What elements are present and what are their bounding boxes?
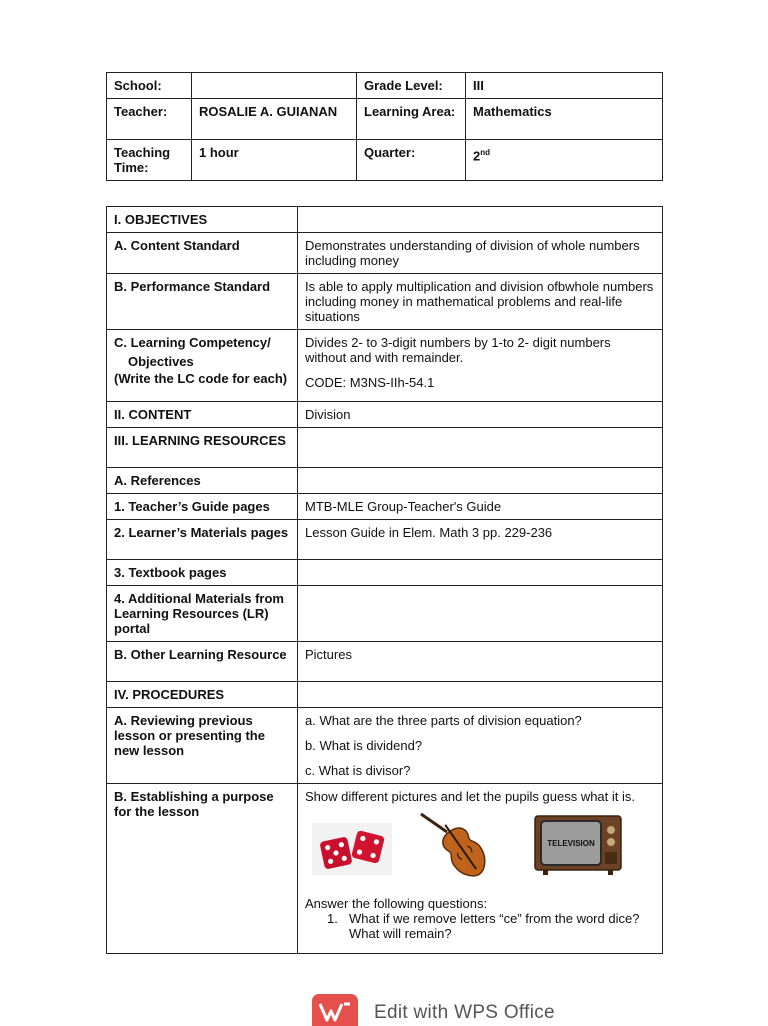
wps-edit-label[interactable]: Edit with WPS Office — [374, 1002, 555, 1023]
wps-footer[interactable] — [312, 994, 612, 1026]
resources-empty — [298, 428, 663, 468]
procedures-empty — [298, 682, 663, 708]
references-label: A. References — [107, 468, 298, 494]
purpose-label: B. Establishing a purpose for the lesson — [107, 784, 298, 954]
violin-image — [417, 812, 503, 882]
other-resource-label: B. Other Learning Resource — [107, 642, 298, 682]
teachers-guide-label: 1. Teacher’s Guide pages — [107, 494, 298, 520]
competency-sub: Objectives — [128, 354, 194, 369]
references-empty — [298, 468, 663, 494]
additional-materials-empty — [298, 586, 663, 642]
answer-prompt: Answer the following questions: — [305, 896, 488, 911]
competency-note: (Write the LC code for each) — [114, 371, 288, 386]
review-question-c: c. What is divisor? — [305, 763, 411, 778]
quarter-value — [466, 140, 663, 181]
television-caption: TELEVISION — [547, 839, 595, 848]
purpose-value: Show different pictures and let the pupils guess what it is. — [305, 789, 636, 804]
performance-standard-label: B. Performance Standard — [107, 274, 298, 330]
performance-standard-value: Is able to apply multiplication and division ofbwhole numbers including money in mathematical problems and real-life situations — [298, 274, 663, 330]
competency-label: C. Learning Competency/ — [114, 335, 271, 350]
school-label: School: — [107, 73, 192, 99]
time-value: 1 hour — [192, 140, 357, 181]
teacher-value: ROSALIE A. GUIANAN — [192, 99, 357, 140]
learners-materials-value: Lesson Guide in Elem. Math 3 pp. 229-236 — [298, 520, 663, 560]
content-standard-value: Demonstrates understanding of division of whole numbers including money — [298, 233, 663, 274]
teacher-label: Teacher: — [107, 99, 192, 140]
textbook-label: 3. Textbook pages — [107, 560, 298, 586]
quarter-suffix: nd — [480, 148, 491, 157]
quarter-number: 2 — [473, 148, 481, 164]
competency-code: CODE: M3NS-IIh-54.1 — [305, 375, 435, 390]
review-label: A. Reviewing previous lesson or presenting the new lesson — [107, 708, 298, 784]
content-standard-label: A. Content Standard — [107, 233, 298, 274]
content-value: Division — [298, 402, 663, 428]
teachers-guide-value: MTB-MLE Group-Teacher's Guide — [298, 494, 663, 520]
textbook-empty — [298, 560, 663, 586]
objectives-empty — [298, 207, 663, 233]
question-1-number: 1. — [327, 911, 338, 926]
competency-cell — [107, 330, 298, 402]
learners-materials-label: 2. Learner’s Materials pages — [107, 520, 298, 560]
area-value: Mathematics — [466, 99, 663, 140]
procedures-heading: IV. PROCEDURES — [107, 682, 298, 708]
area-label: Learning Area: — [357, 99, 466, 140]
picture-strip — [305, 818, 655, 886]
wps-logo-icon — [312, 994, 358, 1026]
header-table — [106, 72, 663, 181]
content-label: II. CONTENT — [107, 402, 298, 428]
time-label: Teaching Time: — [107, 140, 192, 181]
review-question-a: a. What are the three parts of division equation? — [305, 713, 582, 728]
grade-label: Grade Level: — [357, 73, 466, 99]
grade-value: III — [466, 73, 663, 99]
dice-image — [312, 823, 392, 875]
additional-materials-label: 4. Additional Materials from Learning Resources (LR) portal — [107, 586, 298, 642]
quarter-label: Quarter: — [357, 140, 466, 181]
television-image — [533, 814, 623, 876]
competency-value: Divides 2- to 3-digit numbers by 1-to 2- digit numbers without and with remainder. — [305, 335, 611, 365]
review-questions — [298, 708, 663, 784]
resources-label: III. LEARNING RESOURCES — [107, 428, 298, 468]
school-value — [192, 73, 357, 99]
objectives-heading: I. OBJECTIVES — [107, 207, 298, 233]
review-question-b: b. What is dividend? — [305, 738, 423, 753]
question-1-text: What if we remove letters “ce” from the word dice? What will remain? — [349, 911, 640, 941]
competency-value-cell — [298, 330, 663, 402]
other-resource-value: Pictures — [298, 642, 663, 682]
lesson-plan-table — [106, 206, 663, 954]
question-1 — [327, 911, 655, 941]
purpose-cell — [298, 784, 663, 954]
